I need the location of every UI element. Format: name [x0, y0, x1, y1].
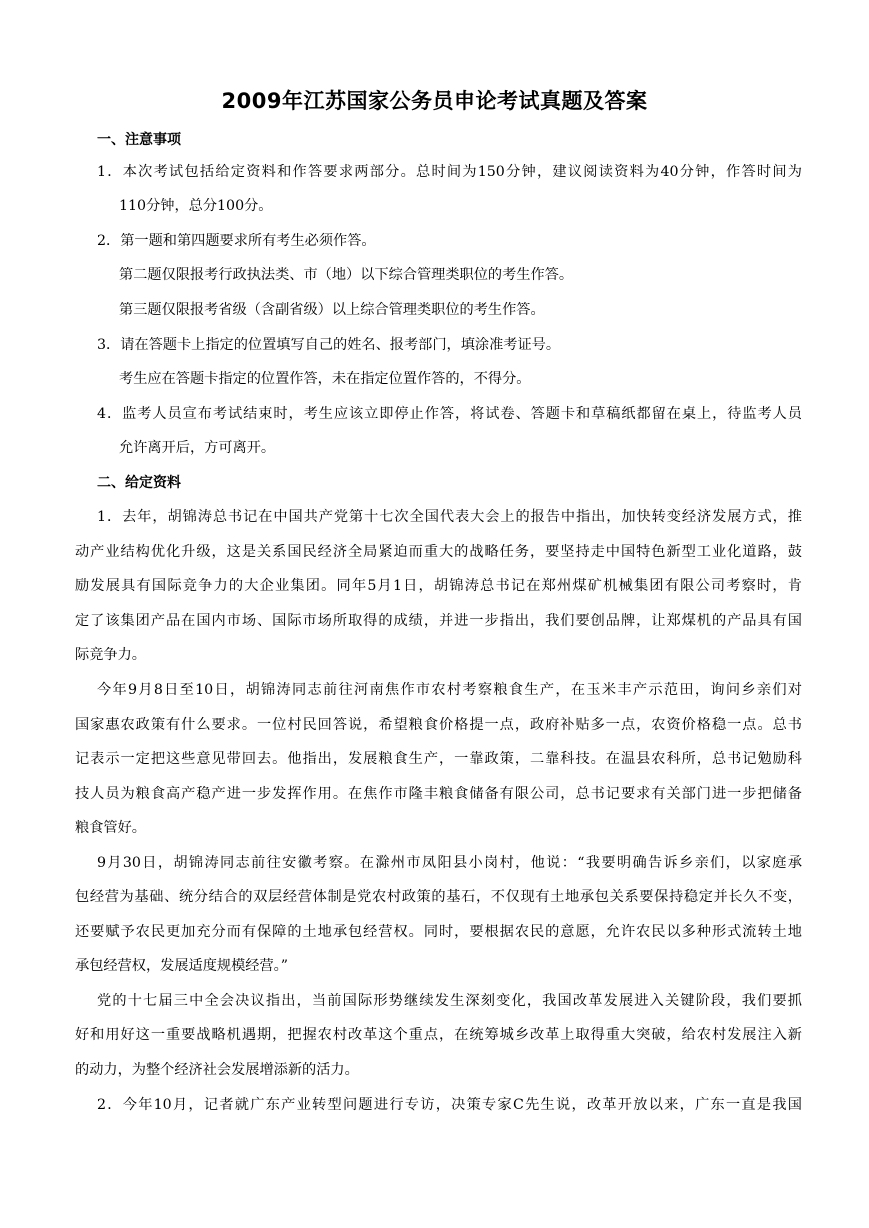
- material-line: 好和用好这一重要战略机遇期，把握农村改革这个重点，在统筹城乡改革上取得重大突破，给农村发展注入新: [75, 1027, 802, 1043]
- material-line: 党的十七届三中全会决议指出，当前国际形势继续发生深刻变化，我国改革发展进入关键阶段，我们要抓: [97, 993, 802, 1009]
- notes-line: 1．本次考试包括给定资料和作答要求两部分。总时间为150分钟，建议阅读资料为40分钟，作答时间为: [97, 164, 802, 180]
- material-line: 今年9月8日至10日，胡锦涛同志前往河南焦作市农村考察粮食生产，在玉米丰产示范田，询问乡亲们对: [97, 682, 802, 698]
- notes-line: 允许离开后，方可离开。: [119, 440, 276, 456]
- notes-line: 110分钟，总分100分。: [119, 198, 273, 214]
- material-line: 技人员为粮食高产稳产进一步发挥作用。在焦作市隆丰粮食储备有限公司，总书记要求有关部门进一步把储备: [75, 786, 802, 802]
- material-line: 9月30日，胡锦涛同志前往安徽考察。在滁州市凤阳县小岗村，他说：“我要明确告诉乡亲们，以家庭承: [97, 855, 802, 871]
- material-line: 还要赋予农民更加充分而有保障的土地承包经营权。同时，要根据农民的意愿，允许农民以多种形式流转土地: [75, 924, 802, 940]
- material-line: 国家惠农政策有什么要求。一位村民回答说，希望粮食价格提一点，政府补贴多一点，农资价格稳一点。总书: [75, 717, 802, 733]
- material-line: 的动力，为整个经济社会发展增添新的活力。: [75, 1062, 359, 1078]
- notes-line: 第二题仅限报考行政执法类、市（地）以下综合管理类职位的考生作答。: [119, 267, 574, 283]
- notes-line: 第三题仅限报考省级（含副省级）以上综合管理类职位的考生作答。: [119, 302, 545, 318]
- notes-line: 2．第一题和第四题要求所有考生必须作答。: [97, 233, 376, 249]
- section-heading-notes: 一、注意事项: [97, 132, 181, 148]
- material-line: 2．今年10月，记者就广东产业转型问题进行专访，决策专家C先生说，改革开放以来，广东一直是我国: [97, 1097, 802, 1113]
- notes-line: 3．请在答题卡上指定的位置填写自己的姓名、报考部门，填涂准考证号。: [97, 337, 561, 353]
- document-title: 2009年江苏国家公务员申论考试真题及答案: [221, 89, 648, 113]
- notes-line: 考生应在答题卡指定的位置作答，未在指定位置作答的，不得分。: [119, 371, 531, 387]
- material-line: 1．去年，胡锦涛总书记在中国共产党第十七次全国代表大会上的报告中指出，加快转变经济发展方式，推: [97, 509, 802, 525]
- material-line: 定了该集团产品在国内市场、国际市场所取得的成绩，并进一步指出，我们要创品牌，让郑煤机的产品具有国: [75, 613, 802, 629]
- material-line: 记表示一定把这些意见带回去。他指出，发展粮食生产，一靠政策，二靠科技。在温县农科所，总书记勉励科: [75, 751, 802, 767]
- material-line: 动产业结构优化升级，这是关系国民经济全局紧迫而重大的战略任务，要坚持走中国特色新型工业化道路，鼓: [75, 544, 802, 560]
- section-heading-materials: 二、给定资料: [97, 475, 181, 491]
- notes-line: 4．监考人员宣布考试结束时，考生应该立即停止作答，将试卷、答题卡和草稿纸都留在桌上，待监考人员: [97, 406, 802, 422]
- material-line: 励发展具有国际竞争力的大企业集团。同年5月1日，胡锦涛总书记在郑州煤矿机械集团有限公司考察时，肯: [75, 578, 802, 594]
- material-line: 际竞争力。: [75, 647, 146, 663]
- material-line: 承包经营权，发展适度规模经营。”: [75, 958, 288, 974]
- material-line: 包经营为基础、统分结合的双层经营体制是党农村政策的基石，不仅现有土地承包关系要保持稳定并长久不变，: [75, 889, 802, 905]
- material-line: 粮食管好。: [75, 820, 146, 836]
